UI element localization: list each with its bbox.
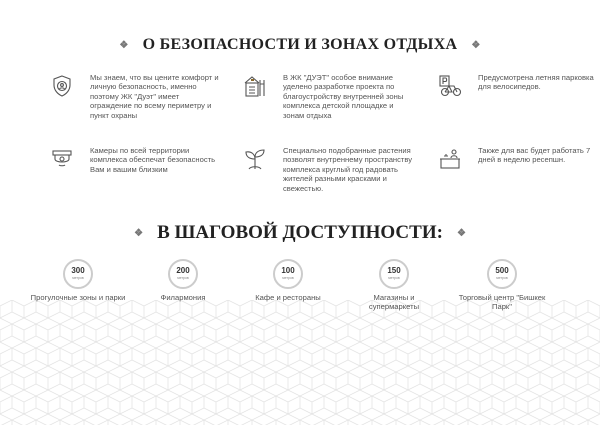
distance-label: Торговый центр "Бишкек Парк" bbox=[458, 293, 546, 311]
distance-label: Филармония bbox=[160, 293, 206, 302]
distance-unit: метров bbox=[388, 276, 400, 280]
feature-fence bbox=[50, 73, 220, 120]
distance-unit: метров bbox=[177, 276, 189, 280]
security-camera-icon bbox=[50, 147, 74, 171]
shield-user-icon bbox=[50, 74, 74, 98]
background-pattern bbox=[0, 300, 600, 425]
safety-heading bbox=[0, 36, 600, 54]
playground-icon bbox=[243, 74, 267, 98]
distance-label: Кафе и рестораны bbox=[255, 293, 321, 302]
feature-reception bbox=[438, 146, 600, 171]
feature-cameras bbox=[50, 146, 220, 174]
distance-mall bbox=[447, 259, 557, 311]
distance-badge bbox=[168, 259, 198, 289]
distance-value: 300 bbox=[71, 266, 85, 275]
distance-unit: метров bbox=[72, 276, 84, 280]
feature-bike-parking bbox=[438, 73, 600, 98]
distance-value: 100 bbox=[281, 266, 295, 275]
distance-badge bbox=[63, 259, 93, 289]
distance-parks bbox=[23, 259, 133, 302]
feature-fence-text: Мы знаем, что вы цените комфорт и личную безопасность, именно поэтому ЖК "Дуэт" имеет ограждение по всему периметру и пункт охраны bbox=[90, 73, 219, 120]
feature-plants bbox=[243, 146, 413, 193]
distance-philharmonic bbox=[128, 259, 238, 302]
distance-shops bbox=[339, 259, 449, 311]
distance-value: 150 bbox=[387, 266, 401, 275]
distance-badge bbox=[379, 259, 409, 289]
feature-plants-text: Специально подобранные растения позволят внутреннему пространству комплекса круглый год радовать жителей разными красками и свежестью. bbox=[283, 146, 413, 193]
ornament-left-icon: ❖ bbox=[119, 39, 129, 51]
feature-cameras-text: Камеры по всей территории комплекса обеспечат безопасность Вам и вашим близким bbox=[90, 146, 216, 174]
walking-heading bbox=[0, 222, 600, 244]
feature-landscaping-text: В ЖК "ДУЭТ" особое внимание уделено разработке проекта по благоустройству внутренней зоны комплекса детской площадке и зонам отдыха bbox=[283, 73, 404, 120]
feature-reception-text: Также для вас будет работать 7 дней в неделю ресепшн. bbox=[478, 146, 591, 165]
ornament-right-icon: ❖ bbox=[471, 39, 481, 51]
distance-badge bbox=[273, 259, 303, 289]
distance-unit: метров bbox=[282, 276, 294, 280]
reception-desk-icon bbox=[438, 147, 462, 171]
distance-label: Магазины и супермаркеты bbox=[368, 293, 420, 311]
feature-bike-parking-text: Предусмотрена летняя парковка для велосипедов. bbox=[478, 73, 594, 92]
ornament-right-icon: ❖ bbox=[456, 227, 466, 239]
distance-cafe bbox=[233, 259, 343, 302]
ornament-left-icon: ❖ bbox=[134, 227, 144, 239]
distance-badge bbox=[487, 259, 517, 289]
distance-value: 500 bbox=[495, 266, 509, 275]
distance-unit: метров bbox=[496, 276, 508, 280]
safety-title: О БЕЗОПАСНОСТИ И ЗОНАХ ОТДЫХА bbox=[142, 36, 458, 53]
bicycle-parking-icon bbox=[438, 74, 462, 98]
distance-value: 200 bbox=[176, 266, 190, 275]
walking-title: В ШАГОВОЙ ДОСТУПНОСТИ: bbox=[157, 222, 443, 243]
feature-landscaping bbox=[243, 73, 413, 120]
plant-sprout-icon bbox=[243, 147, 267, 171]
distance-label: Прогулочные зоны и парки bbox=[30, 293, 126, 302]
